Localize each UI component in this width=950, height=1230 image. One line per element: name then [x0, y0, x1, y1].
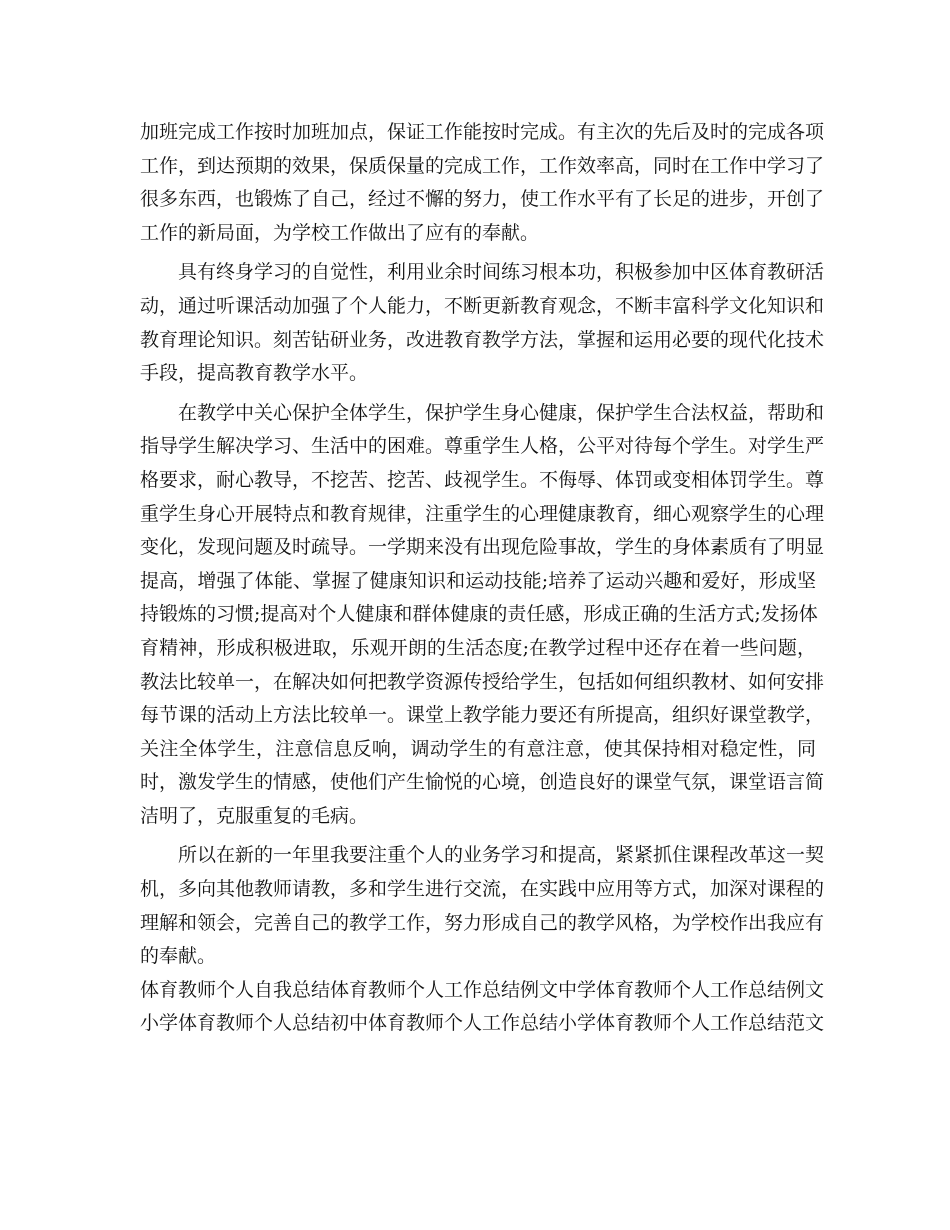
text-line: 在教学中关心保护全体学生，保护学生身心健康，保护学生合法权益，帮助和 [178, 401, 825, 424]
text-line: 动，通过听课活动加强了个人能力，不断更新教育观念，不断丰富科学文化知识和 [140, 294, 825, 317]
text-line: 教法比较单一，在解决如何把教学资源传授给学生，包括如何组织教材、如何安排 [140, 670, 825, 693]
text-line: 很多东西，也锻炼了自己，经过不懈的努力，使工作水平有了长足的进步，开创了 [140, 188, 825, 211]
text-line: 加班完成工作按时加班加点，保证工作能按时完成。有主次的先后及时的完成各项 [140, 121, 825, 143]
text-line: 所以在新的一年里我要注重个人的业务学习和提高，紧紧抓住课程改革这一契 [178, 844, 825, 867]
text-line: 具有终身学习的自觉性，利用业余时间练习根本功，积极参加中区体育教研活 [178, 261, 825, 284]
text-line: 持锻炼的习惯;提高对个人健康和群体健康的责任感，形成正确的生活方式;发扬体 [140, 603, 818, 626]
related-titles [140, 974, 825, 1041]
paragraph-3 [140, 397, 825, 834]
text-line: 手段，提高教育教学水平。 [140, 362, 369, 385]
paragraph-1 [140, 116, 825, 250]
text-line: 的奉献。 [140, 945, 217, 968]
text-line: 每节课的活动上方法比较单一。课堂上教学能力要还有所提高，组织好课堂教学， [140, 704, 825, 727]
text-line: 变化，发现问题及时疏导。一学期来没有出现危险事故，学生的身体素质有了明显 [140, 536, 825, 559]
text-line: 关注全体学生，注意信息反响，调动学生的有意注意，使其保持相对稳定性，同 [140, 737, 816, 760]
paragraph-2 [140, 256, 825, 390]
text-line: 教育理论知识。刻苦钻研业务，改进教育教学方法，掌握和运用必要的现代化技术 [140, 328, 825, 351]
document-body [140, 116, 825, 1041]
text-line: 指导学生解决学习、生活中的困难。尊重学生人格，公平对待每个学生。对学生严 [140, 435, 825, 458]
text-line: 理解和领会，完善自己的教学工作，努力形成自己的教学风格，为学校作出我应有 [140, 911, 825, 934]
text-line: 育精神，形成积极进取，乐观开朗的生活态度;在教学过程中还存在着一些问题， [140, 636, 816, 659]
paragraph-4 [140, 839, 825, 973]
text-line: 机，多向其他教师请教，多和学生进行交流，在实践中应用等方式，加深对课程的 [140, 878, 825, 901]
text-line: 时，激发学生的情感，使他们产生愉悦的心境，创造良好的课堂气氛，课堂语言简 [140, 771, 825, 794]
text-line: 格要求，耐心教导，不挖苦、挖苦、歧视学生。不侮辱、体罚或变相体罚学生。尊 [140, 468, 825, 491]
text-line: 洁明了，克服重复的毛病。 [140, 804, 369, 827]
text-line: 重学生身心开展特点和教育规律，注重学生的心理健康教育，细心观察学生的心理 [140, 502, 825, 525]
text-line: 工作，到达预期的效果，保质保量的完成工作，工作效率高，同时在工作中学习了 [140, 154, 825, 177]
related-title-line: 小学体育教师个人总结初中体育教师个人工作总结小学体育教师个人工作总结范文 [140, 1012, 825, 1035]
text-line: 工作的新局面，为学校工作做出了应有的奉献。 [140, 221, 540, 244]
text-line: 提高，增强了体能、掌握了健康知识和运动技能;培养了运动兴趣和爱好，形成坚 [140, 569, 816, 592]
related-title-line: 体育教师个人自我总结体育教师个人工作总结例文中学体育教师个人工作总结例文 [140, 978, 825, 1001]
